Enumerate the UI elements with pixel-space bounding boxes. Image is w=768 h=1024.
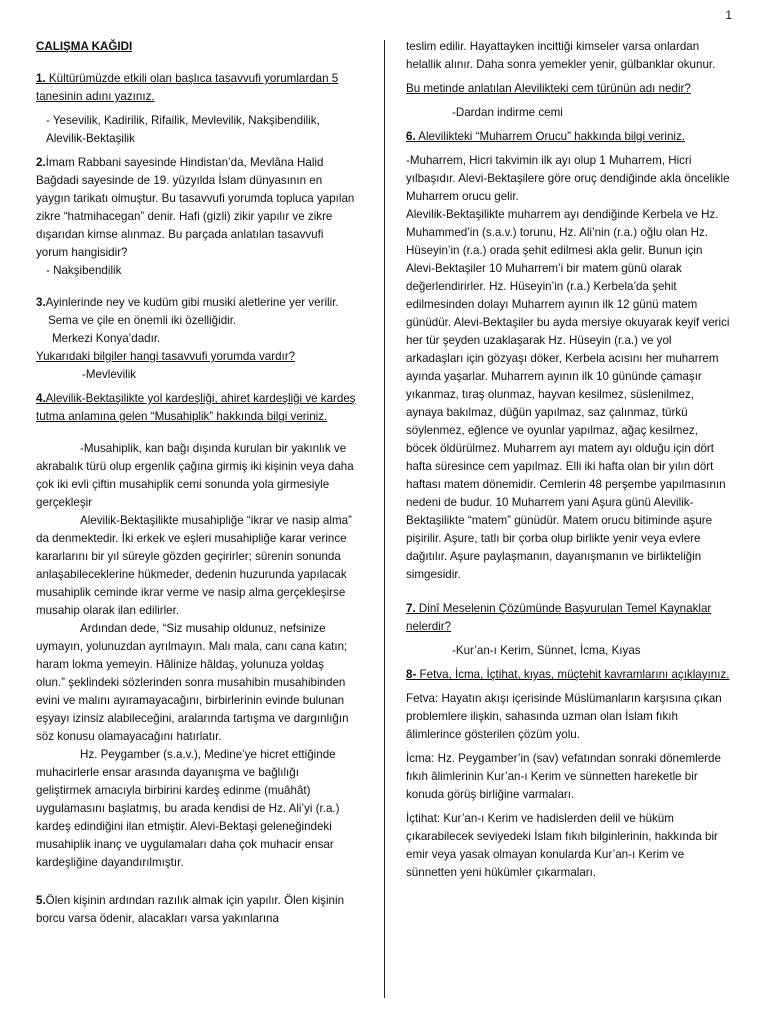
q4-text: Alevilik-Bektaşilikte yol kardeşliği, ahiret kardeşliği ve kardeş tutma anlamına gelen “Musahiplik” hakkında bilgi veriniz. — [36, 392, 356, 423]
q6-number: 6. — [406, 130, 416, 143]
right-column — [406, 38, 732, 888]
q1-text: Kültürümüzde etkili olan başlıca tasavvufi yorumlardan 5 tanesinin adını yazınız. — [36, 72, 339, 103]
q3-number: 3. — [36, 296, 46, 309]
question-6 — [406, 128, 732, 146]
q4-number: 4. — [36, 392, 46, 405]
q5-text: Ölen kişinin ardından razılık almak için yapılır. Ölen kişinin borcu varsa ödenir, alacakları varsa yakınlarına — [36, 894, 345, 925]
question-3 — [36, 294, 356, 312]
answer-7: -Kur’an-ı Kerim, Sünnet, İcma, Kıyas — [452, 644, 641, 657]
q3-line-2: Sema ve çile en önemli iki özelliğidir. — [48, 314, 237, 327]
question-8 — [406, 666, 732, 684]
q2-text: İmam Rabbani sayesinde Hindistan’da, Mevlâna Halid Bağdadi sayesinde de 19. yüzyılda İslam dünyasının en yaygın tarikatı olmuştur. Bu tasavvufi yorumda topluca yapılan zikre “hatmihacegan” denir. Hafi (gizli) zikir yapılır ve zikre dışarıdan kimse alınmaz. Bu parçada anlatılan tasavvufi yorum hangisidir? — [36, 156, 355, 259]
q1-number: 1. — [36, 72, 46, 85]
question-5 — [36, 892, 356, 928]
q3-question: Yukarıdaki bilgiler hangi tasavvufi yorumda vardır? — [36, 350, 296, 363]
q3-line-3: Merkezi Konya’dadır. — [52, 332, 161, 345]
answer-6-paragraph-2: Alevilik-Bektaşilikte muharrem ayı dendiğinde Kerbela ve Hz. Muhammed’in (s.a.v.) torunu, Hz. Ali’nin (r.a.) oğlu olan Hz. Hüseyin’in (r.a.) orada şehit edilmesi akla gelir. Bunun için Alevi-Bektaşiler 10 Muharrem’i bir matem günü olarak değerlendirirler. Hz. Hüseyin’in (r.a.) Kerbela’da şehit edilmesinden dolayı Muharrem ayının ilk 12 günü matem günüdür. Alevi-Bektaşiler bu ayda mersiye okuyarak keyif verici her tür şeyden uzaklaşarak Hz. Hüseyin (r.a.) ve yol arkadaşları için gözyaşı döker, Kerbela acısını her muharrem ayında yaşarlar. Muharrem ayının ilk 10 gününde çamaşır yıkanmaz, tıraş olunmaz, hayvan kesilmez, süslenilmez, aynaya bakılmaz, düğün yapılmaz, saz çalınmaz, türkü söylenmez, eğlence ve oyunlar yapılmaz, ağaç kesilmez, böcek öldürülmez. Muharrem ayı matem ayı olduğu için dört hafta süresince cem yapılmaz. Elli iki hafta olan bir yılın dört haftası matem dönemidir. Cemlerin 48 perşembe yapılmasının nedeni de budur. 10 Muharrem yani Aşura günü Alevilik-Bektaşilikte “matem” günüdür. Matem orucu bitiminde aşure pişirilir. Aşure, tatlı bir çorba olup birlikte yenir veya evlere dağıtılır. Aşure paylaşmanın, dayanışmanın ve birlikteliğin simgesidir. — [406, 208, 730, 581]
answer-4-paragraph-4: Hz. Peygamber (s.a.v.), Medine’ye hicret ettiğinde muhacirlerle ensar arasında dayanışma ve bağlılığı geliştirmek amacıyla birbirini kardeş edinme (muâhât) uygulamasını başlatmış, bu arada kendisi de Hz. Ali’yi (r.a.) kardeş edindiğini ilan etmiştir. Alevi-Bektaşi geleneğindeki musahiplik inanç ve uygulamaları daha çok muhacir ensar kardeşliğine dayandırılmıştır. — [36, 748, 340, 869]
answer-5: -Dardan indirme cemi — [452, 106, 563, 119]
answer-2: - Nakşibendilik — [46, 264, 122, 277]
page-number: 1 — [725, 8, 732, 22]
answer-8-icma: İcma: Hz. Peygamber’in (sav) vefatından sonraki dönemlerde fıkıh âlimlerinin Kur’an-ı Kerim ve sünnetten hareketle bir konuda görüş birliğine varmaları. — [406, 752, 721, 801]
question-1 — [36, 70, 356, 106]
left-column — [36, 38, 356, 934]
question-2 — [36, 154, 356, 262]
q6-text: Alevilikteki “Muharrem Orucu” hakkında bilgi veriniz. — [415, 130, 685, 143]
q5-continuation: teslim edilir. Hayattayken incittiği kimseler varsa onlardan helallik alınır. Daha sonra yemekler yenir, gülbanklar okunur. — [406, 40, 716, 71]
q2-number: 2. — [36, 156, 46, 169]
answer-1: - Yesevilik, Kadirilik, Rifailik, Mevlevilik, Nakşibendilik, Alevilik-Bektaşilik — [46, 114, 320, 145]
answer-8-ictihat: İçtihat: Kur’an-ı Kerim ve hadislerden delil ve hüküm çıkarabilecek seviyedeki İslam fıkıh bilginlerinin, hakkında bir emir veya yasak olmayan konularda Kur’an-ı Kerim ve sünnetten yeni hükümler çıkarmaları. — [406, 812, 718, 879]
worksheet-title: CALIŞMA KAĞIDI — [36, 40, 133, 53]
question-4 — [36, 390, 356, 426]
q8-text: Fetva, İcma, İçtihat, kıyas, müçtehit kavramlarını açıklayınız. — [416, 668, 730, 681]
q7-text: Dinî Meselenin Çözümünde Başvurulan Temel Kaynaklar nelerdir? — [406, 602, 712, 633]
answer-6-paragraph-1: -Muharrem, Hicri takvimin ilk ayı olup 1 Muharrem, Hicri yılbaşıdır. Alevi-Bektaşilere göre oruç dendiğinde akla öncelikle Muharrem orucu gelir. — [406, 154, 730, 203]
answer-4-paragraph-3: Ardından dede, “Siz musahip oldunuz, nefsinize uymayın, yolunuzdan ayrılmayın. Malı mala, canı cana katın; haram lokma yemeyin. Hâlinize hâldaş, yolunuza yoldaş olun.” şeklindeki sözlerinden sonra musahibin musahibinden evini ve malını ayıramayacağını, birbirlerinin evinde bulunan eşyayı izinsiz alabileceğini, aralarında tartışma ve dargınlığın söz konusu olamayacağını hatırlatır. — [36, 622, 349, 743]
q7-number: 7. — [406, 602, 416, 615]
answer-4-paragraph-1: -Musahiplik, kan bağı dışında kurulan bir yakınlık ve akrabalık türü olup ergenlik çağına girmiş iki kişinin veya daha çok iki evli çiftin musahiplik cemi sonunda yola girmesiyle gerçekleşir — [36, 442, 354, 509]
answer-8-fetva: Fetva: Hayatın akışı içerisinde Müslümanların karşısına çıkan problemlere ilişkin, sahasında uzman olan İslam fıkıh âlimlerince gösterilen çözüm yolu. — [406, 692, 722, 741]
answer-3: -Mevlevilik — [82, 368, 137, 381]
column-divider — [384, 40, 385, 998]
q8-number: 8- — [406, 668, 417, 681]
q3-line-1: Ayinlerinde ney ve kudüm gibi musiki aletlerine yer verilir. — [45, 296, 339, 309]
answer-4-paragraph-2: Alevilik-Bektaşilikte musahipliğe “ikrar ve nasip alma” da denmektedir. İki erkek ve eşleri musahipliğe karar verince kararlarını bir yıl süreyle gözden geçirirler; sürenin sonunda anlaşabileceklerine hükmeder, dedenin huzurunda yapılacak musahiplik ceminde ikrar verme ve nasip alma gerçekleşirse musahip olarak ilan edilirler. — [36, 514, 352, 617]
q5-question: Bu metinde anlatılan Alevilikteki cem türünün adı nedir? — [406, 82, 691, 95]
q5-number: 5. — [36, 894, 46, 907]
question-7 — [406, 600, 732, 636]
